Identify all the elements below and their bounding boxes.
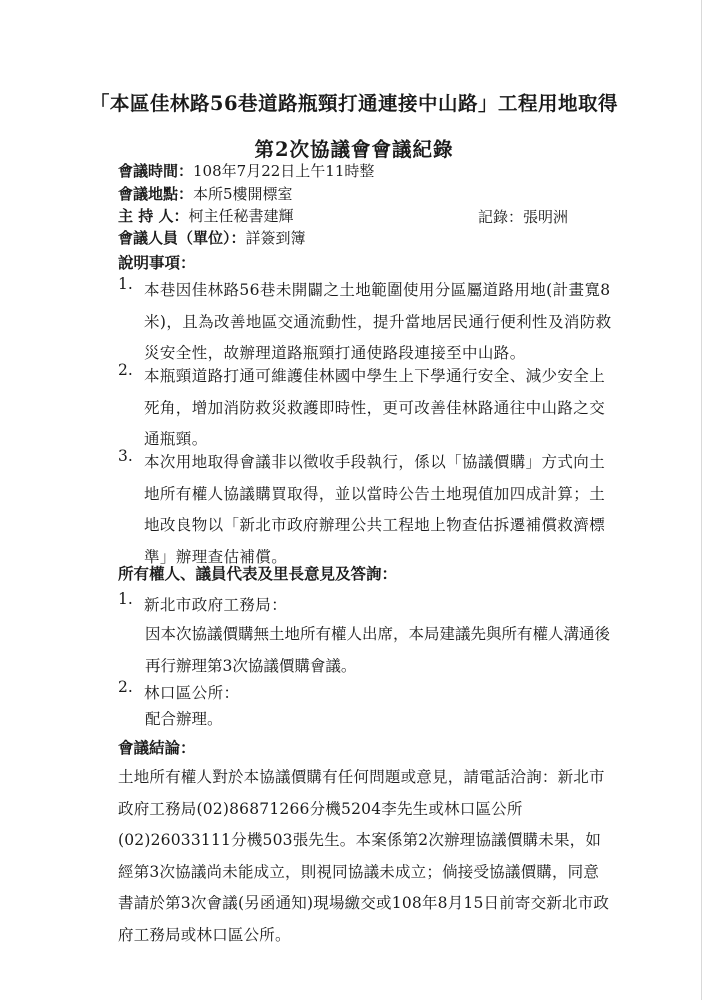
item-number: 2. <box>118 678 133 696</box>
meeting-attendees-label: 會議人員（單位）： <box>118 229 246 247</box>
item-number: 1. <box>118 590 133 608</box>
item-number: 3. <box>118 447 133 465</box>
meeting-recorder: 記錄：張明洲 <box>478 208 569 226</box>
meeting-attendees-value: 詳簽到簿 <box>245 229 306 247</box>
opinion-org: 新北市政府工務局： <box>144 596 288 614</box>
meeting-time-value: 108年7月22日上午11時整 <box>193 162 375 180</box>
meeting-chair-label: 主 持 人： <box>118 207 189 225</box>
meeting-chair-value: 柯主任秘書建輝 <box>188 207 294 225</box>
meeting-place <box>118 184 293 204</box>
explanation-heading: 說明事項： <box>118 253 196 272</box>
opinion-text: 因本次協議價購無土地所有權人出席，本局建議先與所有權人溝通後再行辦理第3次協議價購會議。 <box>145 625 611 675</box>
item-number: 1. <box>118 275 133 293</box>
item-number: 2. <box>118 361 133 379</box>
meeting-place-label: 會議地點： <box>118 185 194 203</box>
item-text: 本次用地取得會議非以徵收手段執行，係以「協議價購」方式向土地所有權人協議購買取得，並以當時公告土地現值加四成計算；土地改良物以「新北市政府辦理公共工程地上物查估拆遷補償救濟標準」辦理查估補償。 <box>144 453 606 566</box>
document-title: 「本區佳林路56巷道路瓶頸打通連接中山路」工程用地取得 <box>89 92 619 115</box>
meeting-time-label: 會議時間： <box>118 162 194 180</box>
meeting-chair <box>118 206 293 226</box>
opinions-heading: 所有權人、議員代表及里長意見及答詢： <box>118 564 398 583</box>
conclusion-text: 土地所有權人對於本協議價購有任何問題或意見，請電話洽詢：新北市政府工務局(02)86871266分機5204李先生或林口區公所(02)26033111分機503張先生。本案係第2次辦理協議價購未果，如經第3次協議尚未能成立，則視同協議未成立；倘接受協議價購，同意書請於第3次會議(另函通知)現場繳交或108年8月15日前寄交新北市政府工務局或林口區公所。 <box>118 768 610 944</box>
conclusion-heading: 會議結論： <box>118 738 196 757</box>
meeting-place-value: 本所5樓開標室 <box>193 185 293 203</box>
item-text: 本巷因佳林路56巷未開闢之土地範圍使用分區屬道路用地(計畫寬8米)，且為改善地區交通流動性，提升當地居民通行便利性及消防救災安全性，故辦理道路瓶頸打通使路段連接至中山路。 <box>144 281 612 362</box>
meeting-attendees <box>118 228 306 248</box>
opinion-text: 配合辦理。 <box>145 710 223 728</box>
document-subtitle: 第2次協議會會議紀錄 <box>254 138 454 161</box>
opinion-org: 林口區公所： <box>144 684 240 702</box>
meeting-time <box>118 161 374 181</box>
item-text: 本瓶頸道路打通可維護佳林國中學生上下學通行安全、減少安全上死角，增加消防救災救護即時性，更可改善佳林路通往中山路之交通瓶頸。 <box>144 367 606 448</box>
